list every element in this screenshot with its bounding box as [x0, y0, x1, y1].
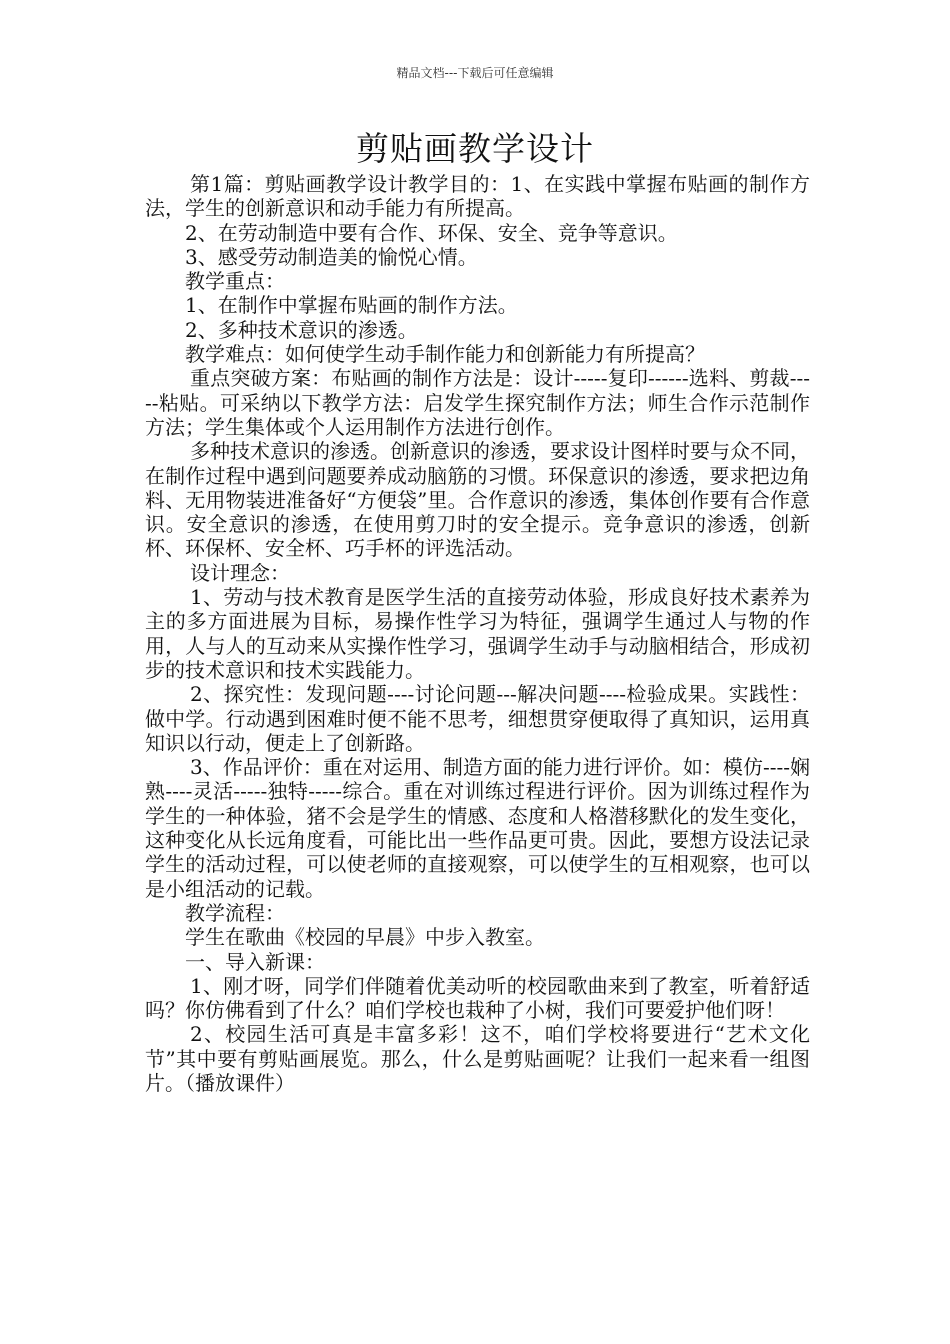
page-header: 精品文档---下载后可任意编辑: [396, 66, 554, 80]
paragraph-goal-2: 2、在劳动制造中要有合作、环保、安全、竞争等意识。: [185, 220, 678, 245]
paragraph-concept-3: 3、作品评价：重在对运用、制造方面的能力进行评价。如：模仿----娴熟----灵活-----独特-----综合。重在对训练过程进行评价。因为训练过程作为学生的一种体验，猪不会是学生的情感、态度和人格潜移默化的发生变化，这种变化从长远角度看，可能比出一些作品更可贵。因此，要想方设法记录学生的活动过程，可以使老师的直接观察，可以使学生的互相观察，也可以是小组活动的记载。: [145, 755, 810, 901]
heading-design-concept: 设计理念：: [190, 560, 290, 585]
paragraph-lesson-2: 2、校园生活可真是丰富多彩！这不，咱们学校将要进行“艺术文化节”其中要有剪贴画展览。那么，什么是剪贴画呢？让我们一起来看一组图片。（播放课件）: [145, 1022, 810, 1095]
heading-key-points: 教学重点：: [185, 269, 285, 294]
paragraph-goal-3: 3、感受劳动制造美的愉悦心情。: [185, 244, 478, 269]
paragraph-entrance: 学生在歌曲《校园的早晨》中步入教室。: [185, 925, 545, 950]
heading-teaching-process: 教学流程：: [185, 900, 285, 925]
paragraph-awareness: 多种技术意识的渗透。创新意识的渗透，要求设计图样时要与众不同，在制作过程中遇到问题要养成动脑筋的习惯。环保意识的渗透，要求把边角料、无用物装进准备好“方便袋”里。合作意识的渗透，集体创作要有合作意识。安全意识的渗透，在使用剪刀时的安全提示。竞争意识的渗透，创新杯、环保杯、安全杯、巧手杯的评选活动。: [145, 439, 810, 561]
paragraph-intro: 第1篇：剪贴画教学设计教学目的：1、在实践中掌握布贴画的制作方法，学生的创新意识和动手能力有所提高。: [145, 172, 810, 221]
paragraph-breakthrough-plan: 重点突破方案：布贴画的制作方法是：设计-----复印------选料、剪裁-----粘贴。可采纳以下教学方法：启发学生探究制作方法；师生合作示范制作方法；学生集体或个人运用制作方法进行创作。: [145, 366, 810, 439]
document-title: 剪贴画教学设计: [356, 129, 594, 168]
heading-new-lesson: 一、导入新课：: [185, 949, 325, 974]
paragraph-key-point-1: 1、在制作中掌握布贴画的制作方法。: [185, 293, 518, 318]
paragraph-lesson-1: 1、刚才呀，同学们伴随着优美动听的校园歌曲来到了教室，听着舒适吗？你仿佛看到了什么？咱们学校也栽种了小树，我们可要爱护他们呀！: [145, 973, 810, 1023]
paragraph-key-point-2: 2、多种技术意识的渗透。: [185, 317, 418, 342]
paragraph-difficulty: 教学难点：如何使学生动手制作能力和创新能力有所提高？: [185, 342, 705, 367]
document-body: [145, 172, 810, 1095]
paragraph-concept-1: 1、劳动与技术教育是医学生活的直接劳动体验，形成良好技术素养为主的多方面进展为目标，易操作性学习为特征，强调学生通过人与物的作用，人与人的互动来从实操作性学习，强调学生动手与动脑相结合，形成初步的技术意识和技术实践能力。: [145, 585, 810, 682]
paragraph-concept-2: 2、探究性：发现问题----讨论问题---解决问题----检验成果。实践性：做中学。行动遇到困难时便不能不思考，细想贯穿便取得了真知识，运用真知识以行动，便走上了创新路。: [145, 682, 810, 755]
